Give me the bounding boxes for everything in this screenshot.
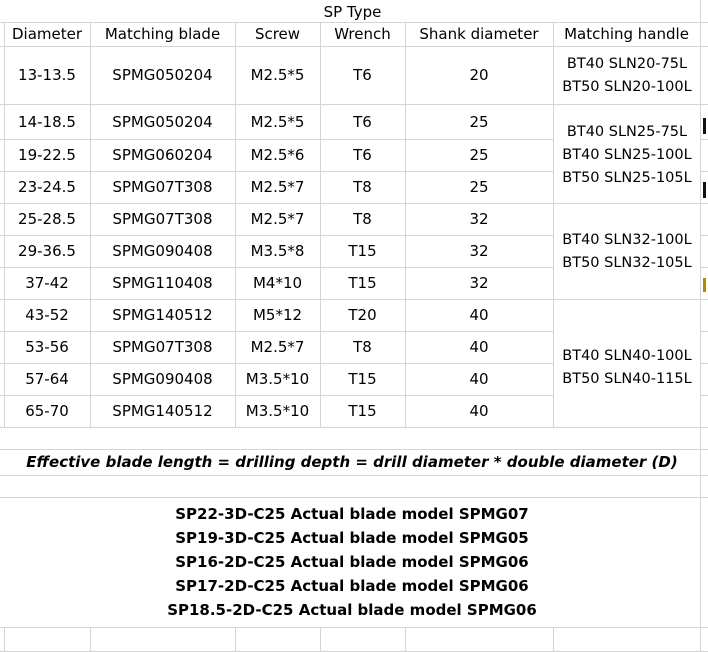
- handle-line: BT40 SLN20-75L: [566, 55, 688, 72]
- cell-wrench: T8: [353, 178, 372, 196]
- cell-shank: 25: [469, 112, 489, 131]
- cell-screw: M3.5*10: [245, 402, 310, 420]
- handle-line: BT50 SLN20-100L: [562, 78, 692, 95]
- cell-blade: SPMG07T308: [112, 338, 213, 356]
- table-title: SP Type: [323, 3, 382, 21]
- cell-diameter: 25-28.5: [18, 210, 76, 228]
- cell-screw: M2.5*5: [250, 112, 305, 131]
- cell-wrench: T6: [353, 112, 372, 131]
- cell-blade: SPMG140512: [112, 306, 213, 324]
- grid-line: [553, 627, 554, 652]
- cell-shank: 25: [469, 178, 489, 196]
- cell-blade: SPMG090408: [112, 242, 213, 260]
- cell-wrench: T20: [348, 306, 377, 324]
- cell-shank: 32: [469, 274, 489, 292]
- column-header-matching-blade: Matching blade: [104, 25, 221, 43]
- handle-line: BT50 SLN40-115L: [562, 370, 692, 387]
- grid-line: [405, 627, 406, 652]
- cell-screw: M2.5*6: [250, 146, 305, 164]
- column-header-screw: Screw: [254, 25, 301, 43]
- cell-shank: 32: [469, 210, 489, 228]
- cell-wrench: T6: [353, 146, 372, 164]
- cell-wrench: T15: [348, 370, 377, 388]
- cell-matching-handle: [554, 105, 700, 203]
- cell-diameter: 53-56: [25, 338, 69, 356]
- blade-model-notes: [4, 502, 700, 622]
- formula-note: Effective blade length = drilling depth = drill diameter * double diameter (D): [26, 453, 678, 471]
- cell-diameter: 14-18.5: [18, 112, 76, 131]
- column-header-matching-handle: Matching handle: [564, 25, 689, 43]
- cell-screw: M2.5*7: [250, 210, 305, 228]
- cell-shank: 25: [469, 146, 489, 164]
- cell-blade: SPMG110408: [112, 274, 213, 292]
- cell-wrench: T8: [353, 338, 372, 356]
- cell-shank: 40: [469, 402, 489, 420]
- column-header-diameter: Diameter: [11, 25, 83, 43]
- handle-line: BT40 SLN25-75L: [566, 123, 688, 140]
- cropped-cell-mark: [703, 182, 706, 198]
- cell-shank: 40: [469, 370, 489, 388]
- grid-line: [235, 627, 236, 652]
- cell-blade: SPMG050204: [112, 112, 213, 131]
- column-header-shank-diameter: Shank diameter: [419, 25, 539, 43]
- cell-wrench: T15: [348, 274, 377, 292]
- handle-line: BT50 SLN25-105L: [562, 169, 692, 186]
- grid-line: [0, 427, 708, 428]
- model-note: SP22-3D-C25 Actual blade model SPMG07: [175, 505, 529, 523]
- cell-diameter: 43-52: [25, 306, 69, 324]
- cell-screw: M2.5*5: [250, 66, 305, 84]
- cell-shank: 20: [469, 66, 489, 84]
- cell-shank: 32: [469, 242, 489, 260]
- cell-blade: SPMG07T308: [112, 210, 213, 228]
- cell-matching-handle: [554, 300, 700, 427]
- cell-shank: 40: [469, 338, 489, 356]
- model-note: SP19-3D-C25 Actual blade model SPMG05: [175, 529, 529, 547]
- cell-diameter: 57-64: [25, 370, 69, 388]
- cell-wrench: T6: [353, 66, 372, 84]
- cell-screw: M2.5*7: [250, 178, 305, 196]
- cell-matching-handle: [554, 47, 700, 104]
- cell-shank: 40: [469, 306, 489, 324]
- cell-blade: SPMG140512: [112, 402, 213, 420]
- handle-line: BT40 SLN25-100L: [562, 146, 692, 163]
- cropped-cell-mark: [703, 278, 706, 292]
- cell-diameter: 19-22.5: [18, 146, 76, 164]
- model-note: SP17-2D-C25 Actual blade model SPMG06: [175, 577, 529, 595]
- grid-line: [90, 627, 91, 652]
- handle-line: BT40 SLN32-100L: [562, 231, 692, 248]
- cell-diameter: 65-70: [25, 402, 69, 420]
- grid-line: [0, 475, 708, 476]
- cell-blade: SPMG07T308: [112, 178, 213, 196]
- grid-line: [0, 627, 708, 628]
- cell-wrench: T8: [353, 210, 372, 228]
- cell-blade: SPMG060204: [112, 146, 213, 164]
- grid-line: [700, 0, 701, 652]
- cell-screw: M5*12: [252, 306, 303, 324]
- cell-screw: M3.5*8: [250, 242, 305, 260]
- cell-blade: SPMG090408: [112, 370, 213, 388]
- grid-line: [320, 627, 321, 652]
- model-note: SP18.5-2D-C25 Actual blade model SPMG06: [167, 601, 537, 619]
- cell-diameter: 37-42: [25, 274, 69, 292]
- grid-line: [4, 627, 5, 652]
- handle-line: BT50 SLN32-105L: [562, 254, 692, 271]
- cell-wrench: T15: [348, 402, 377, 420]
- column-header-wrench: Wrench: [334, 25, 391, 43]
- cell-screw: M4*10: [252, 274, 303, 292]
- cell-screw: M3.5*10: [245, 370, 310, 388]
- grid-line: [0, 497, 708, 498]
- cropped-cell-mark: [703, 118, 706, 134]
- cell-blade: SPMG050204: [112, 66, 213, 84]
- cell-screw: M2.5*7: [250, 338, 305, 356]
- cell-diameter: 23-24.5: [18, 178, 76, 196]
- model-note: SP16-2D-C25 Actual blade model SPMG06: [175, 553, 529, 571]
- cell-diameter: 29-36.5: [18, 242, 76, 260]
- handle-line: BT40 SLN40-100L: [562, 347, 692, 364]
- cell-matching-handle: [554, 204, 700, 299]
- cell-wrench: T15: [348, 242, 377, 260]
- cell-diameter: 13-13.5: [18, 66, 76, 84]
